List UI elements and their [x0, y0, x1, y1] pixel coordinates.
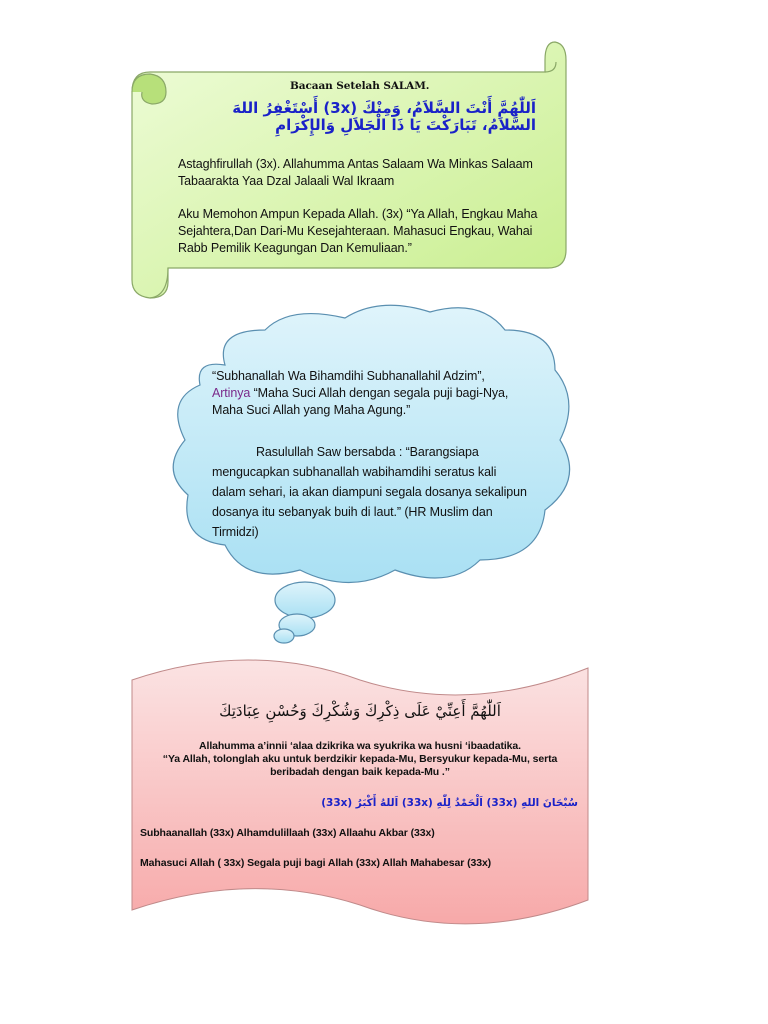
cloud-dzikir-text [212, 368, 542, 419]
banner-tasbih-latin: Subhaanallah (33x) Alhamdulillaah (33x) Allaahu Akbar (33x) [140, 827, 435, 839]
banner-tasbih-meaning: Mahasuci Allah ( 33x) Segala puji bagi Allah (33x) Allah Mahabesar (33x) [140, 857, 492, 869]
scroll-transliteration: Astaghfirullah (3x). Allahumma Antas Salaam Wa Minkas Salaam Tabaarakta Yaa Dzal Jalaali Wal Ikraam [178, 157, 533, 188]
banner-tasbih-arabic: سُبْحَانَ اللهِ (33x) اَلْحَمْدُ لِلّٰهِ (33x) اَللهُ أَكْبَرُ (33x) [321, 797, 578, 809]
scroll-arabic: اَللّٰهُمَّ أَنْتَ السَّلاَمُ، وَمِنْكَ (3x) أَسْتَغْفِرُ اللهَ السَّلاَمُ، تَبَارَكْتَ يَا ذَا الْجَلاَلِ وَالإِكْرَامِ [232, 99, 536, 134]
artinya-label: Artinya [212, 386, 251, 400]
artinya-text: “Maha Suci Allah dengan segala puji bagi-Nya, Maha Suci Allah yang Maha Agung.” [212, 386, 509, 417]
dzikir-line: “Subhanallah Wa Bihamdihi Subhanallahil Adzim”, [212, 369, 485, 383]
cloud-hadith: Rasulullah Saw bersabda : “Barangsiapa mengucapkan subhanallah wabihamdihi seratus kali dalam sehari, ia akan diampuni segala dosanya sekalipun dosanya itu sebanyak buih di laut.” (HR Muslim dan Tirmidzi) [212, 445, 527, 539]
banner-transliteration: Allahumma a’innii ‘alaa dzikrika wa syukrika wa husni ‘ibaadatika. [199, 740, 521, 752]
wave-banner-shape [132, 660, 588, 924]
banner-translation: “Ya Allah, tolonglah aku untuk berdzikir kepada-Mu, Bersyukur kepada-Mu, serta beribadah dengan baik kepada-Mu .” [162, 753, 558, 778]
banner-arabic: اَللّٰهُمَّ أَعِنِّيْ عَلَى ذِكْرِكَ وَشُكْرِكَ وَحُسْنِ عِبَادَتِكَ [219, 702, 501, 720]
scroll-translation: Aku Memohon Ampun Kepada Allah. (3x) “Ya Allah, Engkau Maha Sejahtera,Dan Dari-Mu Kesejahteraan. Mahasuci Engkau, Wahai Rabb Pemilik Keagungan Dan Kemuliaan.” [178, 207, 538, 255]
scroll-title: Bacaan Setelah SALAM. [290, 80, 430, 92]
